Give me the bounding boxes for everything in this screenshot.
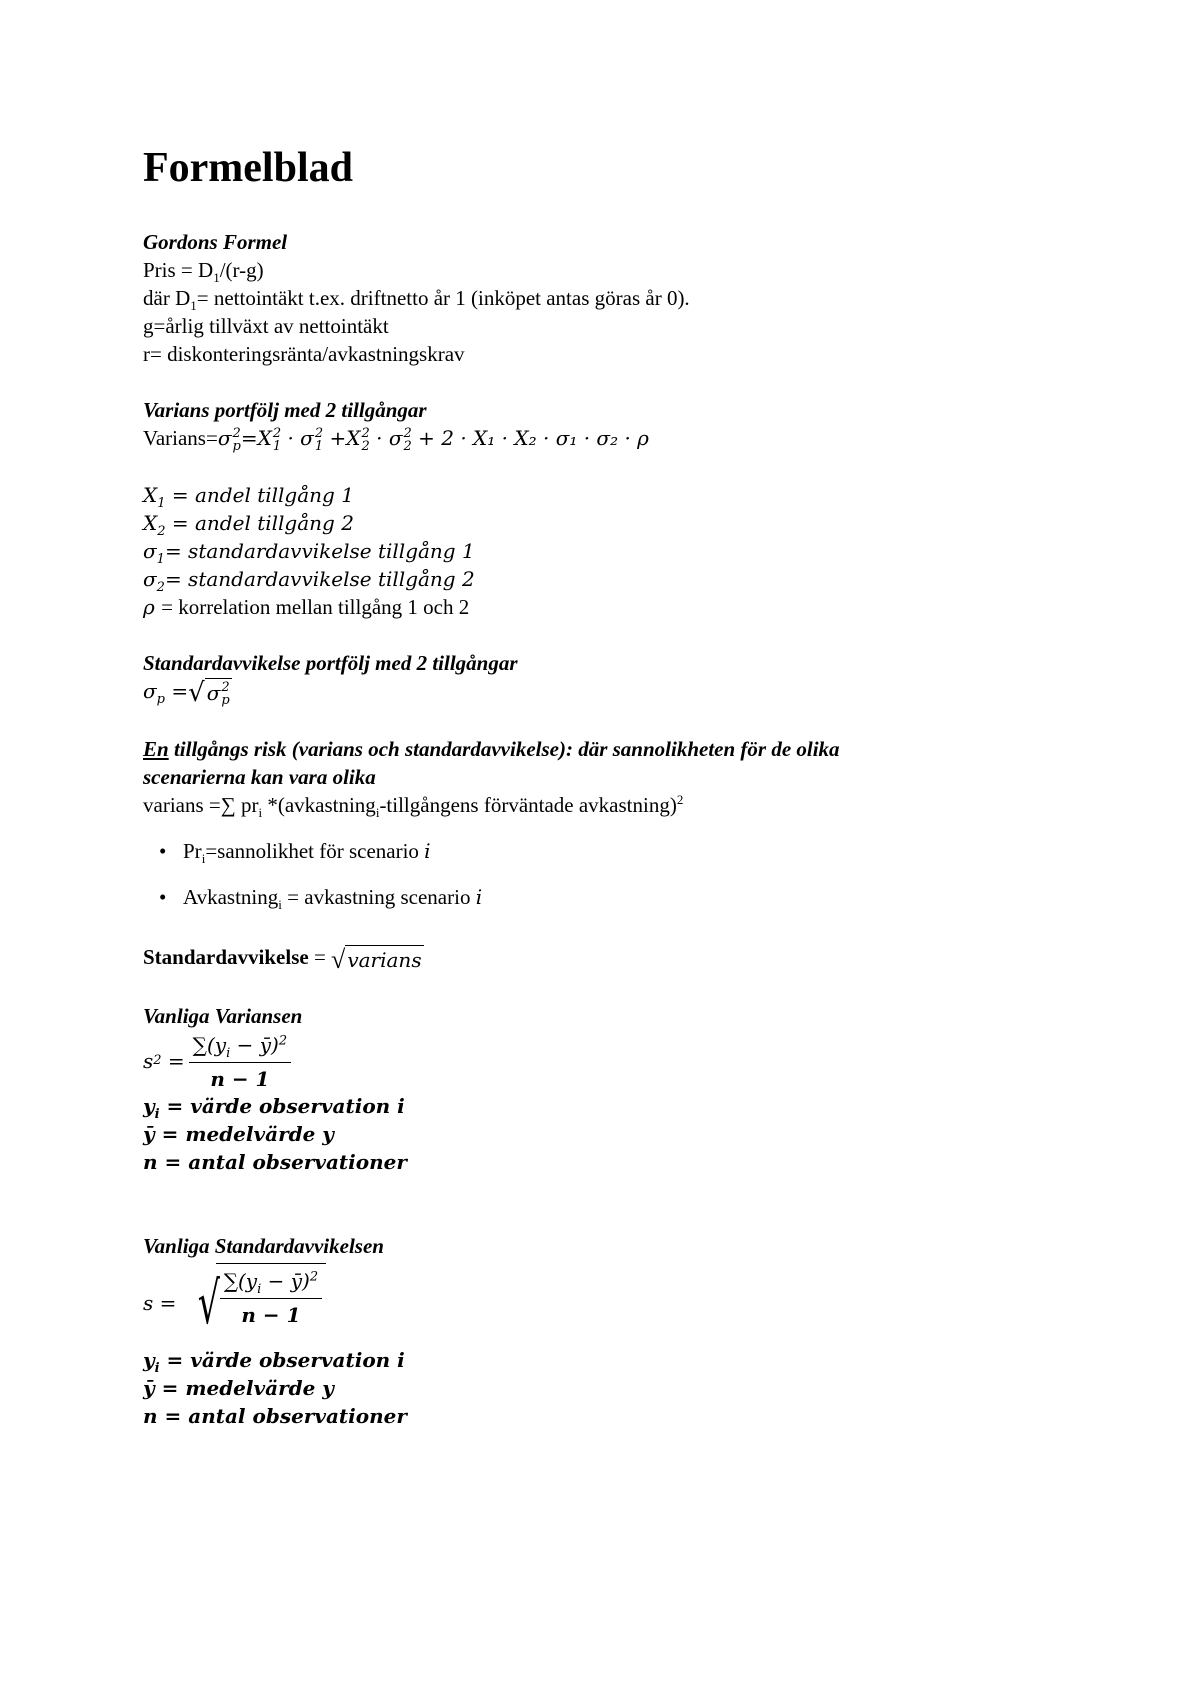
std-portfolj-formula: $\sigma_p$ = √ σ 2 p xyxy=(143,678,230,709)
vanliga-varians-heading: Vanliga Variansen xyxy=(143,1004,303,1029)
gordon-g: g=årlig tillväxt av nettointäkt xyxy=(143,314,389,338)
en-tillgang-heading: En tillgångs risk (varians och standardavvikelse): där sannolikheten för de olika xyxy=(143,737,840,762)
ybar-definition: ȳ = medelvärde y xyxy=(143,1122,334,1147)
rho-definition: ρ = korrelation mellan tillgång 1 och 2 xyxy=(143,594,470,619)
gordon-heading: Gordons Formel xyxy=(143,230,288,254)
yi-definition-2: $y_i$ = värde observation i xyxy=(143,1348,405,1377)
gordon-r: r= diskonteringsränta/avkastningskrav xyxy=(143,342,465,366)
yi-definition: $y_i$ = värde observation i xyxy=(143,1094,405,1123)
page-title: Formelblad xyxy=(143,145,353,191)
sigma1-definition: $\sigma_1=$ standardavvikelse tillgång 1 xyxy=(143,538,475,567)
varians-portfolj-heading: Varians portfölj med 2 tillgångar xyxy=(143,398,427,422)
n-definition-2: n = antal observationer xyxy=(143,1404,407,1429)
en-tillgang-varians: varians =∑ $pr_i$ *(avkastning$_i$-tillgångens förväntade avkastning)$^2$ xyxy=(143,792,684,821)
list-item: • Avkastning$_i$ = avkastning scenario i xyxy=(183,883,1043,911)
varians-formula: Varians=σ 2 p =X 2 1 · σ 2 1 +X 2 2 · σ 2 2 + 2 · X₁ · X₂ · σ₁ · σ₂ · ρ xyxy=(143,425,649,454)
vanliga-std-heading: Vanliga Standardavvikelsen xyxy=(143,1234,384,1259)
sigma2-definition: $\sigma_2=$ standardavvikelse tillgång 2 xyxy=(143,566,475,595)
std-portfolj-heading: Standardavvikelse portfölj med 2 tillgångar xyxy=(143,650,518,675)
gordon-pris: Pris = $D_1/(r-g)$ xyxy=(143,258,264,286)
list-item: • $Pr_i=sannolikhet$ för scenario i xyxy=(183,837,1043,865)
en-tillgang-heading-line2: scenarierna kan vara olika xyxy=(143,765,376,790)
standardavvikelse-formula: Standardavvikelse = √ varians xyxy=(143,945,422,975)
gordon-dar: där $D_1=$ nettointäkt t.ex. driftnetto år 1 (inköpet antas göras år 0). xyxy=(143,286,690,314)
std-formula: s = √ $\frac{\sum(y_i - ȳ)^2}{n - 1}$ xyxy=(143,1260,1043,1346)
variance-formula: s 2 = $\frac{\sum(y_i - ȳ)^2}{n - 1}$ xyxy=(143,1030,1043,1092)
x1-definition: $X_1$ = andel tillgång 1 xyxy=(143,482,354,511)
n-definition: n = antal observationer xyxy=(143,1150,407,1175)
ybar-definition-2: ȳ = medelvärde y xyxy=(143,1376,334,1401)
definition-list xyxy=(143,837,1043,911)
document-page xyxy=(143,140,1043,1430)
x2-definition: $X_2$ = andel tillgång 2 xyxy=(143,510,354,539)
